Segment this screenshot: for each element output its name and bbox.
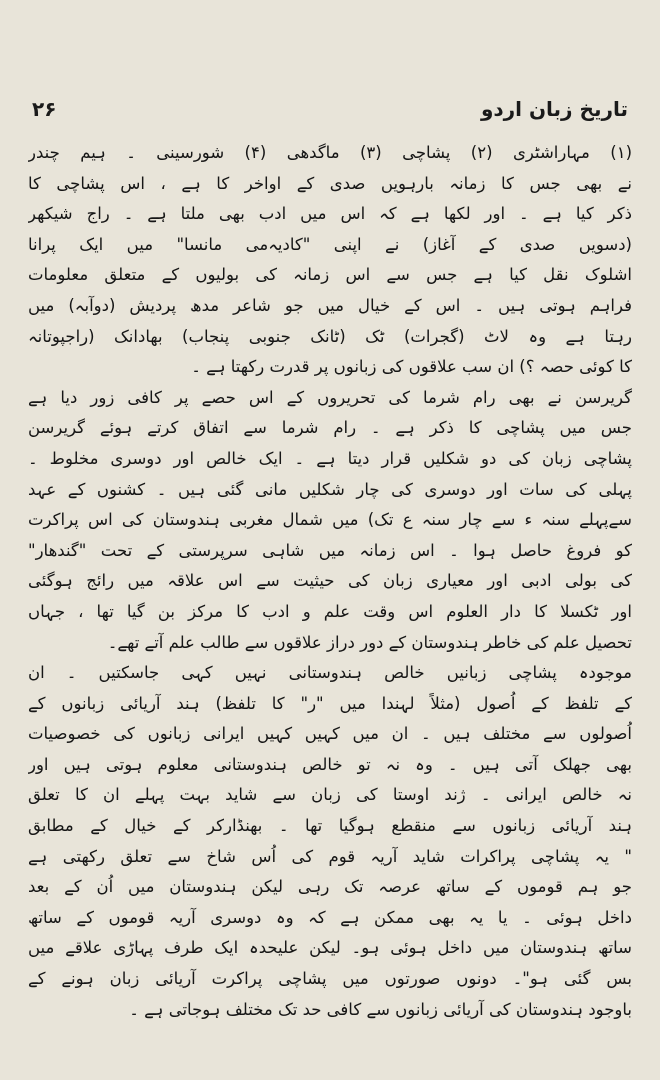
- text-line: کی بولی ادبی اور معیاری زبان کی حیثیت سے اس علاقہ میں رائج ہوگئی: [28, 571, 632, 591]
- text-line: بس گئی ہو"۔ دونوں صورتوں میں پشاچی پراکرت آریائی زبان ہونے کے: [28, 969, 632, 989]
- text-line: باوجود ہندوستان کی آریائی زبانوں سے کافی حد تک مختلف ہوجاتی ہے ۔: [129, 999, 632, 1019]
- text-line: رہتا ہے وہ لاٹ (گجرات) ٹک (ٹانک جنوبی پنجاب) بھادانک (راجپوتانہ: [28, 326, 632, 346]
- text-line: " یہ پشاچی پراکرات شاید آریہ قوم کی اُس شاخ سے تعلق رکھتی ہے: [28, 846, 632, 866]
- text-line: موجودہ پشاچی زبانیں خالص ہندوستانی نہیں کہی جاسکتیں ۔ ان: [28, 663, 632, 683]
- text-line: سےپہلے سنہ ء سے چار سنہ ع تک) میں شمال مغربی ہندوستان کی اس پراکرت: [28, 510, 632, 530]
- text-line: اُصولوں سے مختلف ہیں ۔ ان میں کہیں کہیں ایرانی زبانوں کی خصوصیات: [28, 724, 632, 744]
- text-line: (دسویں صدی کے آغاز) نے اپنی "کادیہ‌می مانسا" میں ایک پرانا: [28, 234, 632, 254]
- text-line: ہند آریائی زبانوں سے منقطع ہوگیا تھا ۔ بھنڈارکر کے خیال کے مطابق: [28, 816, 632, 836]
- text-line: نے بھی جس کا زمانہ بارہویں صدی کے اواخر کا ہے ، اس پشاچی کا: [28, 173, 632, 193]
- page-number: ۲۶: [32, 97, 57, 121]
- text-line: تحصیل علم کی خاطر ہندوستان کے دور دراز علاقوں سے طالب علم آتے تھے۔: [107, 632, 632, 652]
- text-line: پشاچی زبان کی دو شکلیں قرار دیتا ہے ۔ ایک خالص اور دوسری مخلوط ۔: [28, 448, 632, 468]
- text-line: کو فروغ حاصل ہوا ۔ اس زمانہ میں شاہی سرپرستی کے تحت "گندھار": [28, 540, 632, 560]
- page-header: [32, 94, 628, 124]
- text-line: نہ خالص ایرانی ۔ ژند اوستا کی زبان سے شاید بہت پہلے ان کا تعلق: [28, 785, 632, 805]
- text-line: کے تلفظ کے اُصول (مثلاً لہندا میں "ر" کا تلفظ) ہند آریائی زبانوں کے: [28, 693, 632, 713]
- text-line: فراہم ہوتی ہیں ۔ اس کے خیال میں جو شاعر مدھ پردیش (دوآبہ) میں: [28, 295, 632, 315]
- text-line: جو ہم قوموں کے ساتھ عرصہ تک رہی لیکن ہندوستان میں اُن کے بعد: [28, 877, 632, 897]
- text-line: پہلی کی سات اور دوسری کی چار شکلیں مانی گئی ہیں ۔ کشنوں کے عہد: [28, 479, 632, 499]
- text-line: بھی جھلک آتی ہیں ۔ وہ نہ تو خالص ہندوستانی معلوم ہوتی ہیں اور: [28, 754, 632, 774]
- text-line: اور ٹکسلا کا دار العلوم اس وقت علم و ادب کا مرکز بن گیا تھا ، جہاں: [28, 601, 632, 621]
- text-line: گریرسن نے بھی رام شرما کی تحریروں کے اس حصے پر کافی زور دیا ہے: [28, 387, 632, 407]
- text-line: جس میں پشاچی کا ذکر ہے ۔ رام شرما سے اتفاق کرتے ہوئے گریرسن: [28, 418, 632, 438]
- text-line: کا کوئی حصہ ؟) ان سب علاقوں کی زبانوں پر قدرت رکھتا ہے ۔: [191, 357, 632, 377]
- text-line: اشلوک نقل کیا ہے جس سے اس زمانہ کی بولیوں کے متعلق معلومات: [28, 265, 632, 285]
- text-line: ذکر کیا ہے ۔ اور لکھا ہے کہ اس میں ادب بھی ملتا ہے ۔ راج شیکھر: [28, 204, 632, 224]
- running-title: تاریخ زبان اردو: [480, 97, 628, 121]
- text-line: داخل ہوئی ۔ یا یہ بھی ممکن ہے کہ وہ دوسری آریہ قوموں کے ساتھ: [28, 907, 632, 927]
- body-text: [28, 138, 632, 1025]
- text-line: ساتھ ہندوستان میں داخل ہوئی ہو۔ لیکن علیحدہ ایک طرف پہاڑی علاقے میں: [28, 938, 632, 958]
- text-line: (۱) مہاراشٹری (۲) پشاچی (۳) ماگدھی (۴) شورسینی ۔ ہیم چندر: [28, 143, 632, 162]
